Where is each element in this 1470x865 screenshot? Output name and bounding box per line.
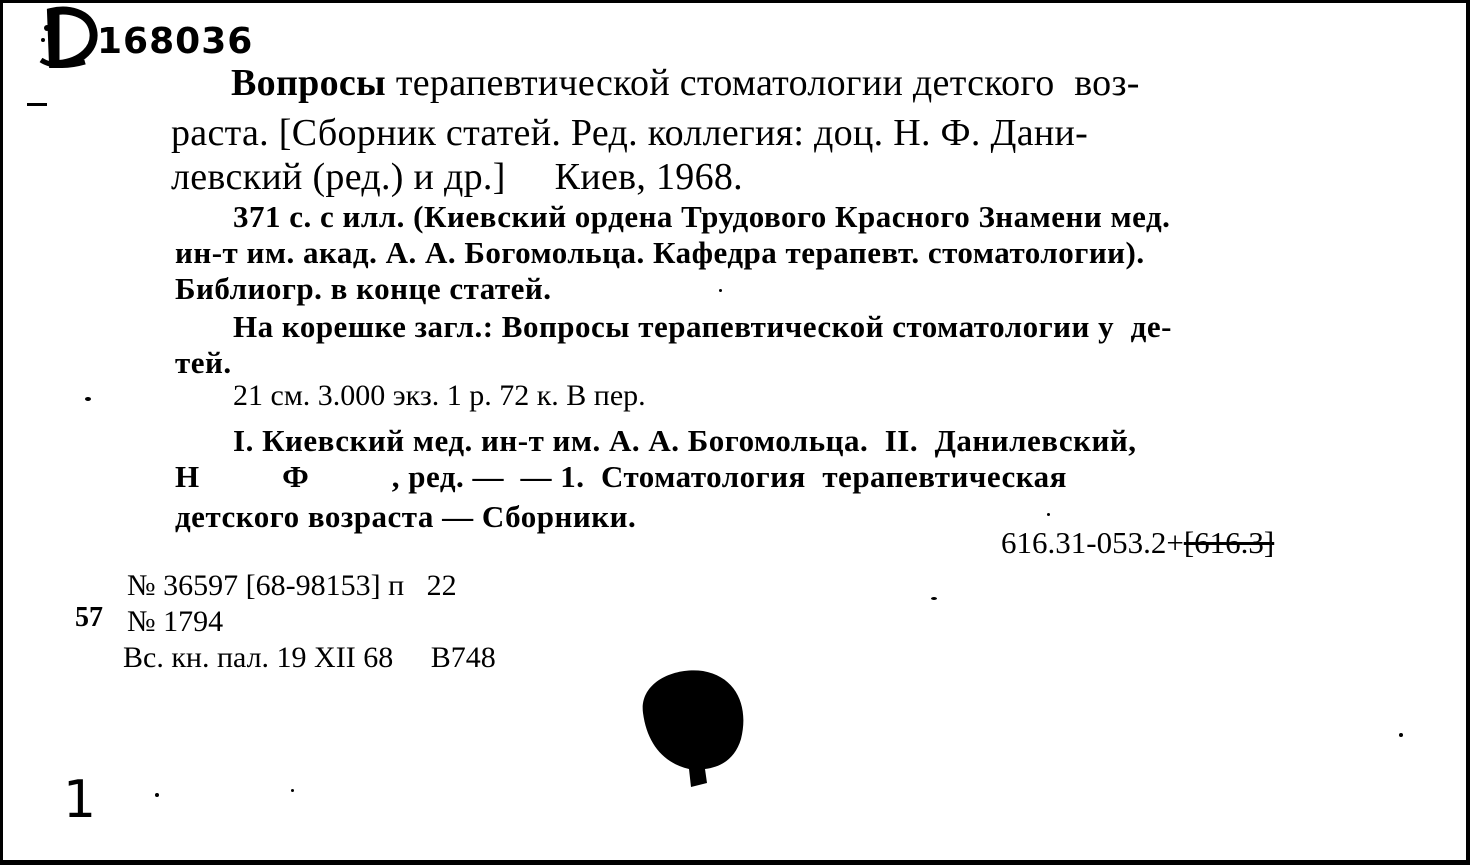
handwritten-digit [57, 769, 107, 829]
body-line-3: Библиогр. в конце статей. [175, 271, 552, 306]
body-line-1: 371 с. с илл. (Киевский ордена Трудового Красного Знамени мед. [233, 199, 1171, 234]
margin-dash [27, 103, 47, 106]
udc-struck-code: [616.3] [1183, 525, 1275, 560]
ink-speck [1399, 733, 1403, 737]
handwritten-header [37, 5, 253, 69]
ink-speck [719, 289, 722, 292]
ink-speck [931, 597, 937, 600]
ink-speck [85, 397, 91, 401]
title-line-3: левский (ред.) и др.] Киев, 1968. [171, 156, 743, 198]
ink-blot [633, 663, 753, 793]
handwritten-number: 168036 [97, 20, 254, 62]
handwritten-digit-text: 1 [63, 770, 97, 829]
title-line-2: раста. [Сборник статей. Ред. коллегия: доц. Н. Ф. Дани- [171, 112, 1089, 154]
body-line-8: Н Ф , ред. — — 1. Стоматология терапевтическая [175, 459, 1067, 494]
title-line-1 [231, 61, 1140, 105]
left-number: 57 [75, 602, 103, 633]
body-line-4: На корешке загл.: Вопросы терапевтической стоматологии у де- [233, 309, 1172, 344]
body-line-2: ин-т им. акад. А. А. Богомольца. Кафедра терапевт. стоматологии). [175, 235, 1145, 270]
registry-line-2: № 1794 [127, 605, 224, 638]
handwritten-d-mark [37, 6, 101, 68]
body-line-5: тей. [175, 345, 232, 380]
udc-classification [1001, 525, 1274, 561]
registry-line-1: № 36597 [68-98153] п 22 [127, 569, 457, 602]
ink-speck [1047, 513, 1050, 516]
body-line-9: детского возраста — Сборники. [175, 499, 637, 534]
title-rest: терапевтической стоматологии детского воз- [386, 62, 1140, 104]
body-line-7: I. Киевский мед. ин-т им. А. А. Богомольца. II. Данилевский, [233, 423, 1137, 458]
ink-speck [291, 789, 294, 792]
title-bold: Вопросы [231, 62, 387, 104]
ink-speck [155, 793, 159, 797]
registry-line-3: Вс. кн. пал. 19 XII 68 В748 [123, 641, 496, 674]
udc-code: 616.31-053.2+ [1001, 525, 1184, 560]
body-line-6: 21 см. 3.000 экз. 1 р. 72 к. В пер. [233, 379, 646, 412]
